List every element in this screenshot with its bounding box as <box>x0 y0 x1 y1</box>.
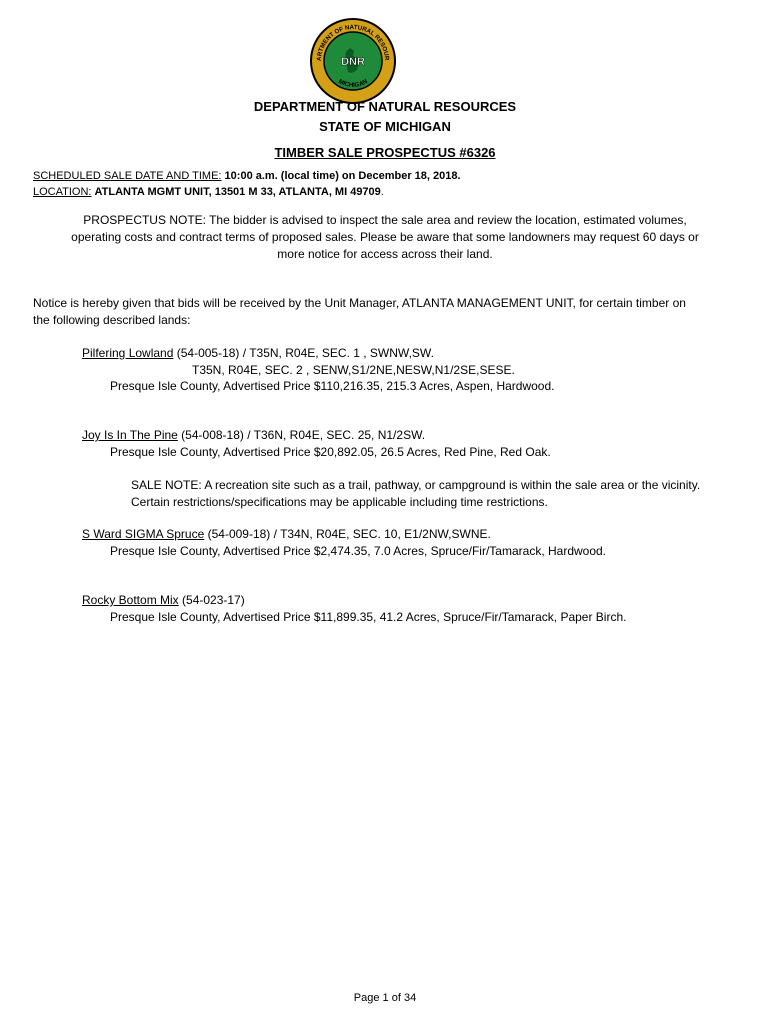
tract-desc: (54-008-18) / T36N, R04E, SEC. 25, N1/2SW. <box>177 428 426 442</box>
logo-ring-text: ARTMENT OF NATURAL RESOUR <box>315 23 391 62</box>
logo-dnr-text: DNR <box>341 56 365 68</box>
location-value: ATLANTA MGMT UNIT, 13501 M 33, ATLANTA, MI 49709 <box>94 186 381 198</box>
tract-detail: Presque Isle County, Advertised Price $11,899.35, 41.2 Acres, Spruce/Fir/Tamarack, Paper Birch. <box>110 610 627 624</box>
schedule-label: SCHEDULED SALE DATE AND TIME: <box>33 170 222 182</box>
dnr-logo <box>310 18 396 104</box>
page-number: Page 1 of 34 <box>353 992 417 1004</box>
prospectus-note: PROSPECTUS NOTE: The bidder is advised to inspect the sale area and review the location, estimated volumes, operating costs and contract terms of proposed sales. Please be aware that some landowners may request 60 days or more notice for access across their land. <box>71 213 699 261</box>
location-suffix: . <box>380 186 384 198</box>
tract-detail: Presque Isle County, Advertised Price $110,216.35, 215.3 Acres, Aspen, Hardwood. <box>110 379 555 393</box>
tract-header <box>82 427 425 444</box>
tract-name: S Ward SIGMA Spruce <box>82 527 205 541</box>
tract-extra-legal: T35N, R04E, SEC. 2 , SENW,S1/2NE,NESW,N1/2SE,SESE. <box>192 363 515 377</box>
tract-header <box>82 345 434 362</box>
schedule-line <box>33 168 461 185</box>
department-name: DEPARTMENT OF NATURAL RESOURCES <box>253 99 517 114</box>
tract-desc: (54-009-18) / T34N, R04E, SEC. 10, E1/2NW,SWNE. <box>204 527 491 541</box>
location-line <box>33 184 384 201</box>
prospectus-title: TIMBER SALE PROSPECTUS #6326 <box>274 145 496 160</box>
tract-detail: Presque Isle County, Advertised Price $2,474.35, 7.0 Acres, Spruce/Fir/Tamarack, Hardwood. <box>110 544 607 558</box>
tract-detail: Presque Isle County, Advertised Price $20,892.05, 26.5 Acres, Red Pine, Red Oak. <box>110 445 551 459</box>
tract-name: Joy Is In The Pine <box>82 428 178 442</box>
location-label: LOCATION: <box>33 186 92 198</box>
tract-header <box>82 526 491 543</box>
sale-note: SALE NOTE: A recreation site such as a trail, pathway, or campground is within the sale area or the vicinity. Certain restrictions/specifications may be applicable including time restrictions. <box>131 478 701 509</box>
schedule-value: 10:00 a.m. (local time) on December 18, 2018. <box>224 170 461 182</box>
logo-state-text: MICHIGAN <box>337 77 369 89</box>
tract-desc: (54-023-17) <box>178 593 245 607</box>
state-name: STATE OF MICHIGAN <box>319 119 451 134</box>
tract-name: Pilfering Lowland <box>82 346 174 360</box>
tract-desc: (54-005-18) / T35N, R04E, SEC. 1 , SWNW,SW. <box>173 346 434 360</box>
tract-header <box>82 592 245 609</box>
bid-notice: Notice is hereby given that bids will be received by the Unit Manager, ATLANTA MANAGEMENT UNIT, for certain timber on the following described lands: <box>33 296 686 327</box>
tract-name: Rocky Bottom Mix <box>82 593 179 607</box>
